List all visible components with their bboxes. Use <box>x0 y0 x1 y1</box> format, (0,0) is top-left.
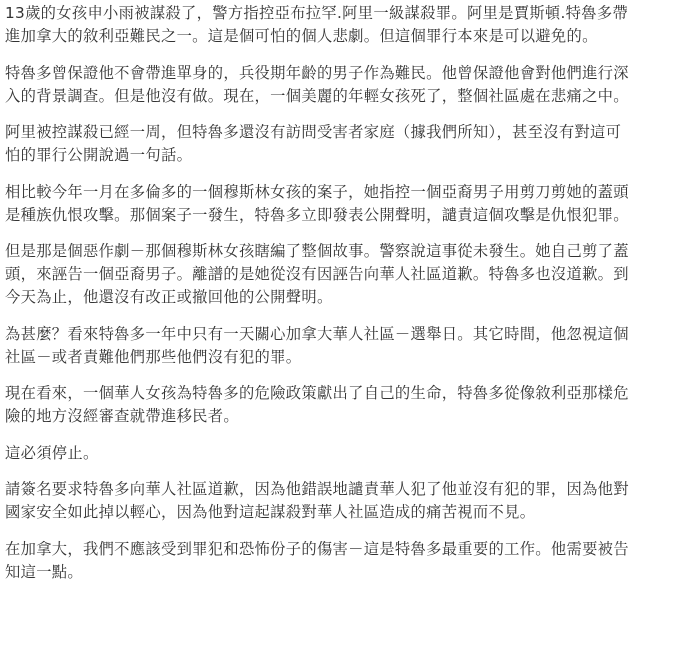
paragraph-6: 為甚麼？看來特魯多一年中只有一天關心加拿大華人社區－選舉日。其它時間，他忽視這個 社區－或者責難他們那些他們沒有犯的罪。 <box>5 324 629 366</box>
paragraph-10: 在加拿大，我們不應該受到罪犯和恐怖份子的傷害－這是特魯多最重要的工作。他需要被告 知這一點。 <box>5 539 629 581</box>
paragraph-3: 阿里被控謀殺已經一周，但特魯多還沒有訪問受害者家庭（據我們所知），甚至沒有對這可 怕的罪行公開說過一句話。 <box>5 123 622 164</box>
paragraph-4: 相比較今年一月在多倫多的一個穆斯林女孩的案子，她指控一個亞裔男子用剪刀剪她的蓋頭 是種族仇恨攻擊。那個案子一發生，特魯多立即發表公開聲明，譴責這個攻擊是仇恨犯罪。 <box>5 182 629 224</box>
paragraph-7: 現在看來，一個華人女孩為特魯多的危險政策獻出了自己的生命，特魯多從像敘利亞那樣危 險的地方沒經審查就帶進移民者。 <box>5 384 629 425</box>
paragraph-2: 特魯多曾保證他不會帶進單身的，兵役期年齡的男子作為難民。他曾保證他會對他們進行深 入的背景調查。但是他沒有做。現在，一個美麗的年輕女孩死了，整個社區處在悲痛之中。 <box>5 63 629 105</box>
paragraph-9: 請簽名要求特魯多向華人社區道歉，因為他錯誤地譴責華人犯了他並沒有犯的罪，因為他對 國家安全如此掉以輕心，因為他對這起謀殺對華人社區造成的痛苦視而不見。 <box>5 480 629 521</box>
paragraph-5: 但是那是個惡作劇－那個穆斯林女孩瞎編了整個故事。警察說這事從未發生。她自己剪了蓋 頭，來誣告一個亞裔男子。離譜的是她從沒有因誣告向華人社區道歉。特魯多也沒道歉。到 今天為止，他還沒有改正或撤回他的公開聲明。 <box>5 242 629 306</box>
paragraph-1: 13歲的女孩申小雨被謀殺了，警方指控亞布拉罕.阿里一級謀殺罪。阿里是賈斯頓.特魯多帶 進加拿大的敘利亞難民之一。這是個可怕的個人悲劇。但這個罪行本來是可以避免的。 <box>5 4 629 45</box>
paragraph-8: 這必須停止。 <box>5 443 99 462</box>
